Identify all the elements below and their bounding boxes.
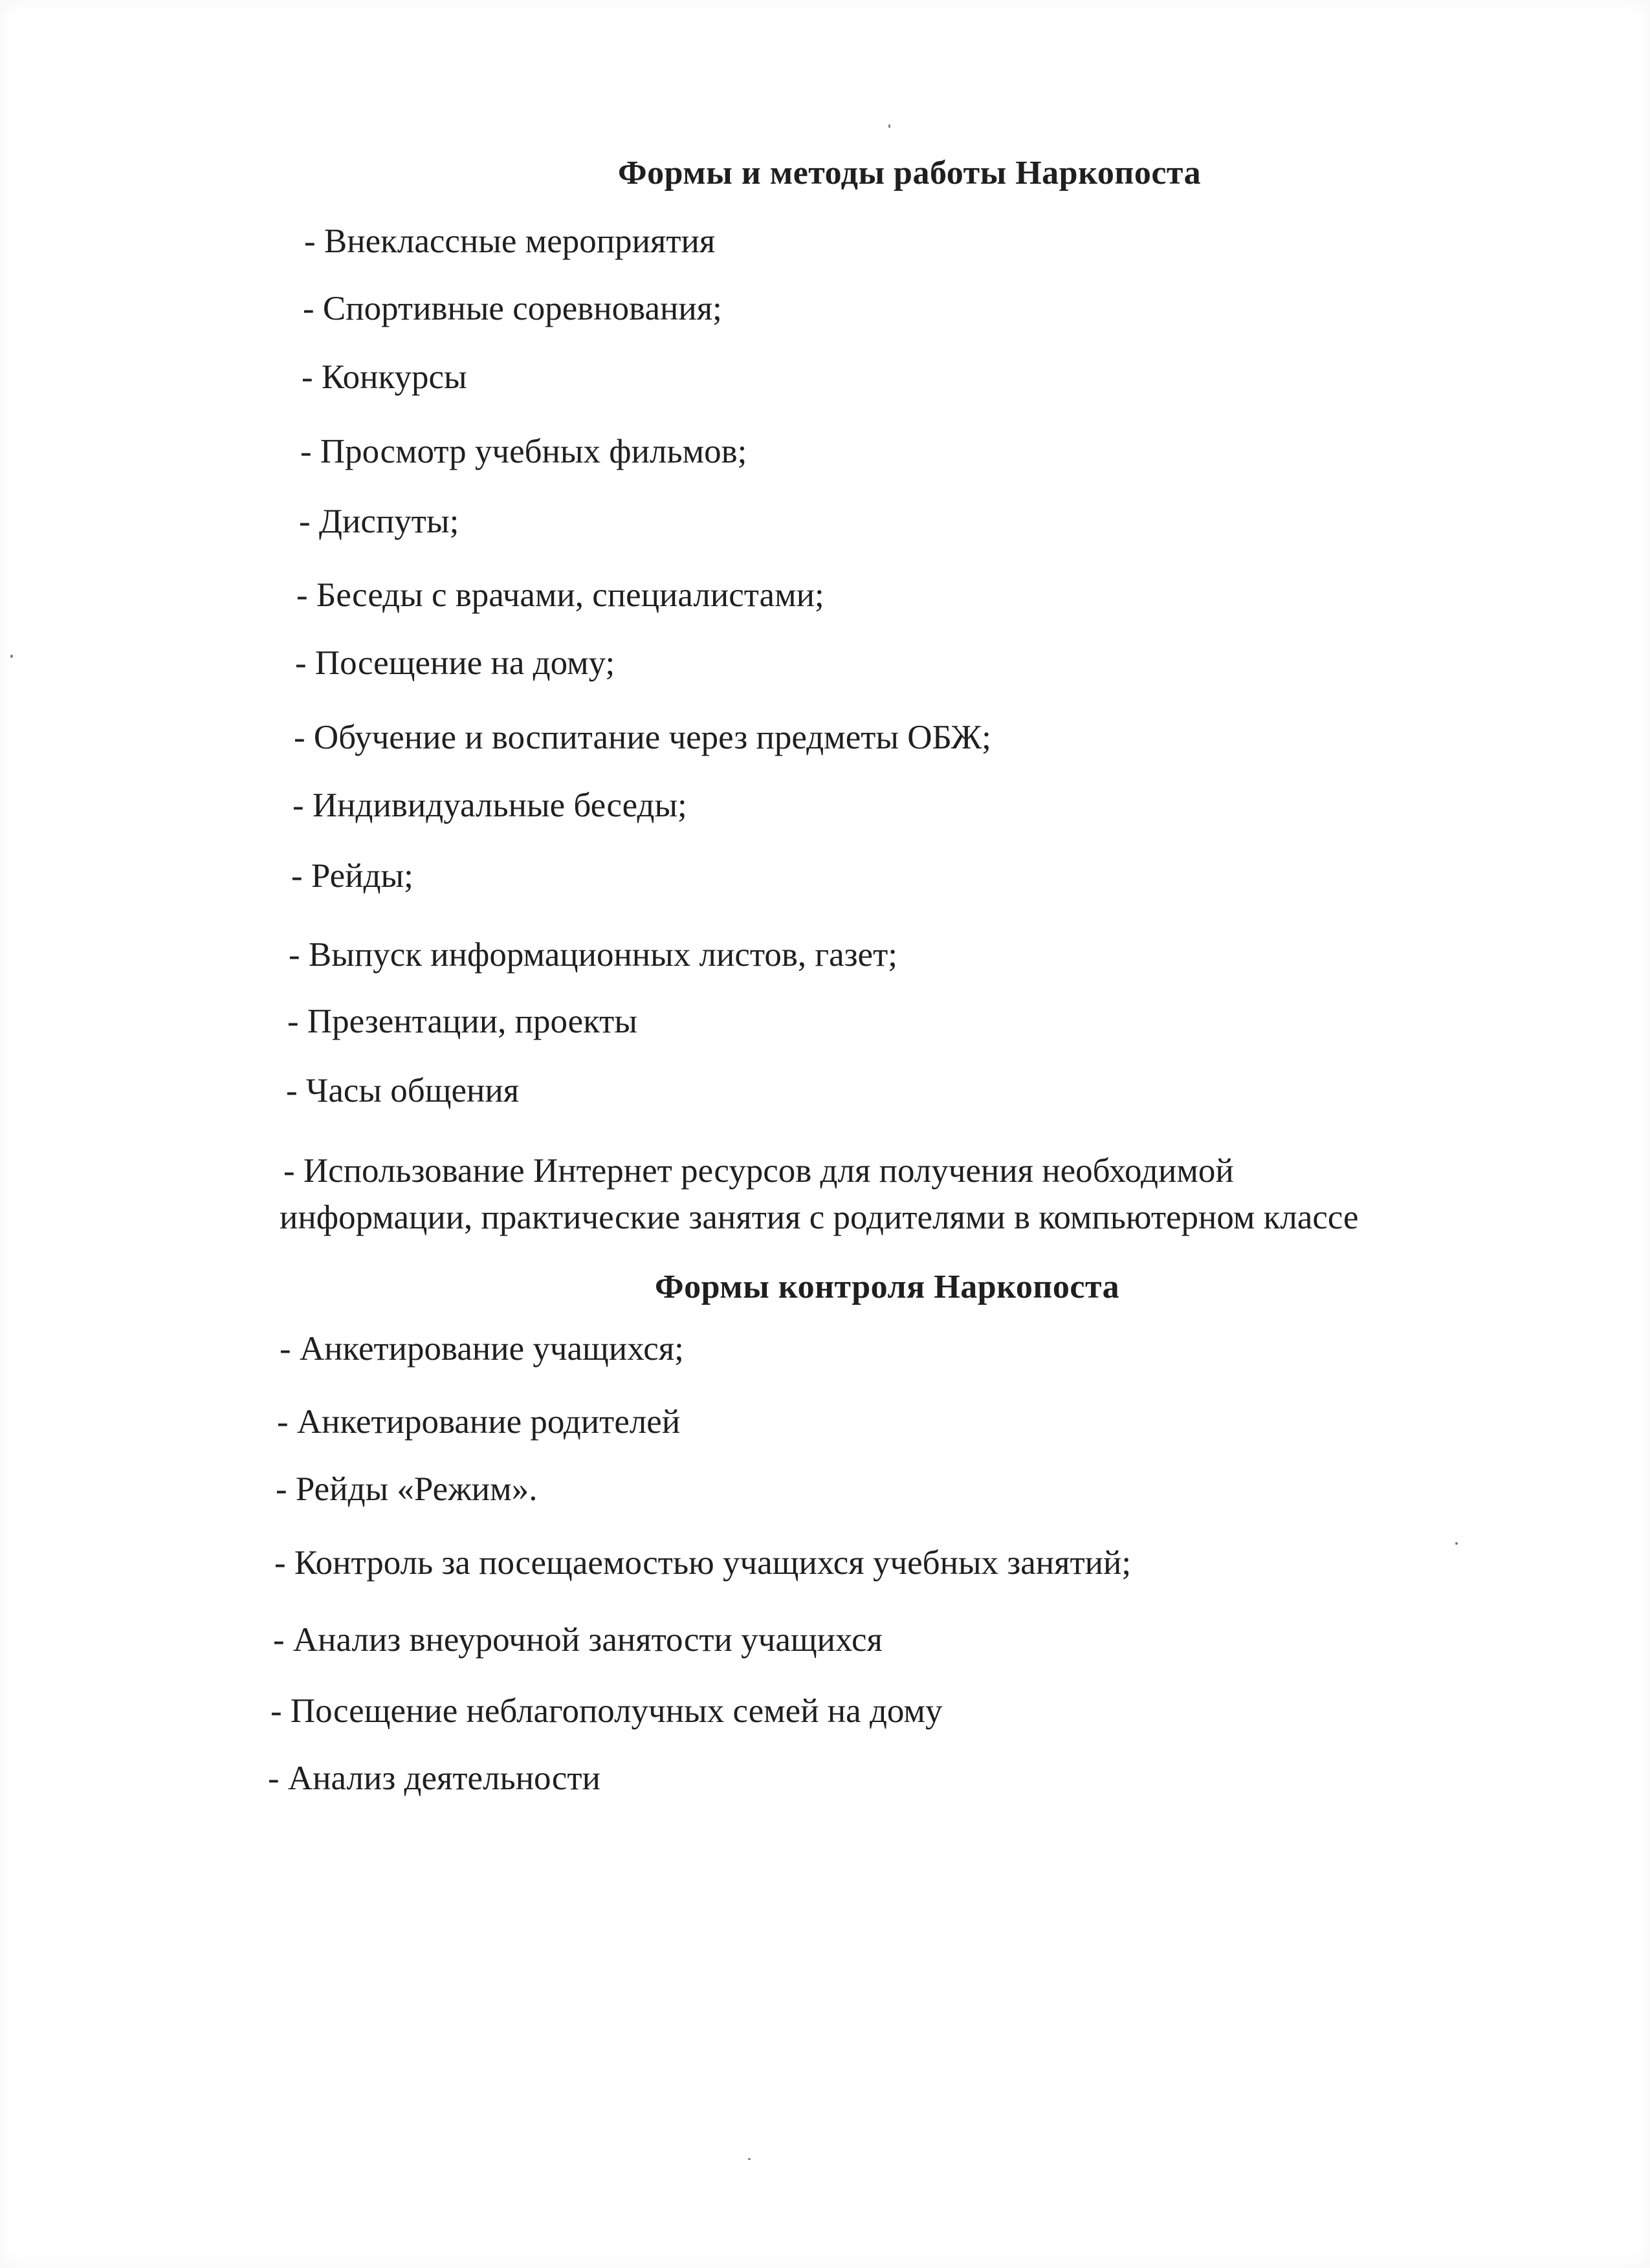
- list-item: - Внеклассные мероприятия: [304, 223, 716, 260]
- list-item: - Рейды;: [291, 857, 413, 895]
- scan-speck: [10, 655, 13, 658]
- list-item: - Обучение и воспитание через предметы ОБЖ;: [294, 719, 991, 756]
- list-item: - Контроль за посещаемостью учащихся учебных занятий;: [274, 1544, 1132, 1582]
- scan-speck: [748, 2158, 751, 2160]
- list-item: - Использование Интернет ресурсов для получения необходимой: [283, 1152, 1234, 1190]
- list-item: - Просмотр учебных фильмов;: [300, 433, 747, 470]
- list-item: - Анкетирование учащихся;: [280, 1330, 684, 1368]
- section-title-control: Формы контроля Наркопоста: [655, 1269, 1120, 1305]
- list-item: - Посещение неблагополучных семей на дому: [270, 1692, 943, 1730]
- list-item: - Выпуск информационных листов, газет;: [289, 936, 897, 974]
- section-title-methods: Формы и методы работы Наркопоста: [618, 155, 1202, 191]
- list-item: - Индивидуальные беседы;: [292, 787, 687, 824]
- list-item: - Часы общения: [286, 1072, 520, 1109]
- list-item: - Беседы с врачами, специалистами;: [296, 576, 824, 614]
- list-item: - Анкетирование родителей: [277, 1403, 681, 1441]
- list-item: - Диспуты;: [299, 503, 459, 540]
- list-item: - Спортивные соревнования;: [303, 290, 722, 327]
- scan-speck: [1455, 1542, 1458, 1545]
- list-item: - Анализ деятельности: [268, 1760, 600, 1797]
- list-item: - Рейды «Режим».: [276, 1470, 538, 1508]
- list-item: - Анализ внеурочной занятости учащихся: [273, 1621, 883, 1659]
- list-item: - Конкурсы: [302, 358, 467, 396]
- list-item: - Посещение на дому;: [295, 644, 615, 682]
- list-item: - Презентации, проекты: [287, 1003, 637, 1040]
- list-item-continuation: информации, практические занятия с родителями в компьютерном классе: [280, 1199, 1359, 1236]
- scan-speck: [888, 124, 890, 128]
